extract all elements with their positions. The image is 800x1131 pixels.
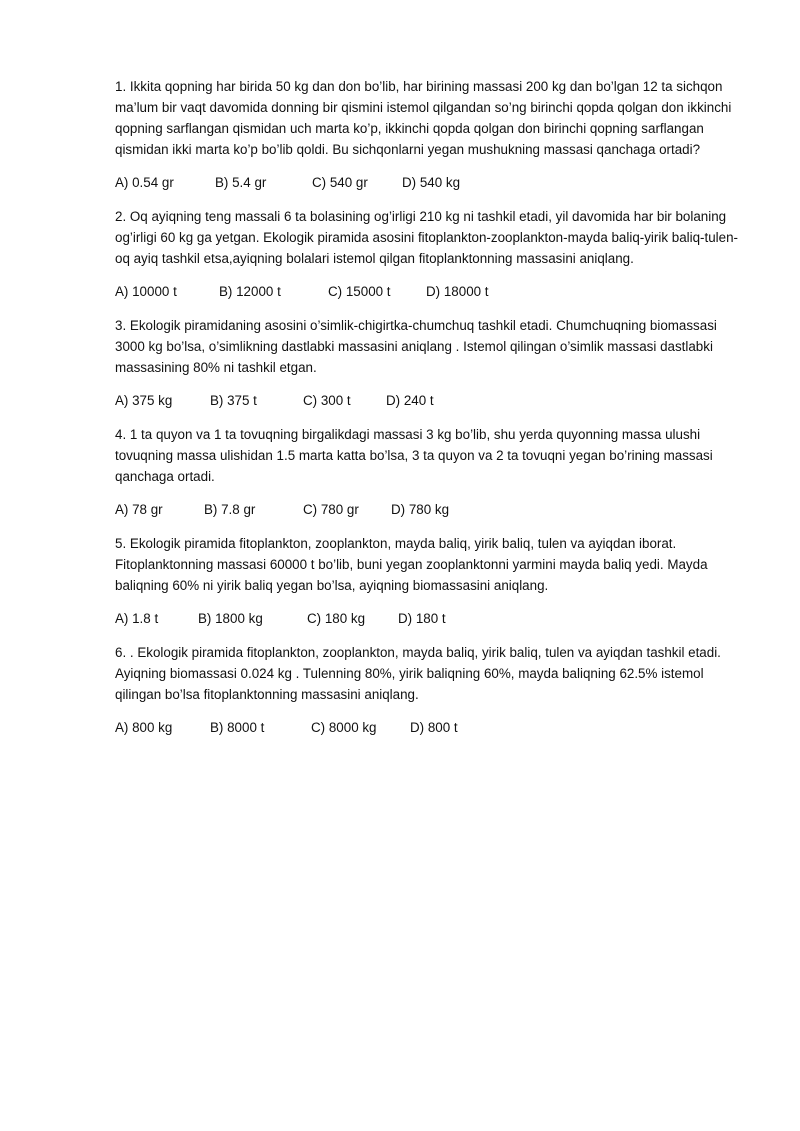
- option-a: A) 1.8 t: [115, 611, 159, 626]
- question-4: 4. 1 ta quyon va 1 ta tovuqning birgalikdagi massasi 3 kg bo’lib, shu yerda quyonning massa ulushi tovuqning massa ulishidan 1.5 marta katta bo’lsa, 3 ta quyon va 2 ta tovuqni yegan bo’rining massasi qanchaga ortadi.: [115, 427, 713, 484]
- option-d: D) 800 t: [410, 720, 458, 735]
- answer-options-6: [115, 717, 745, 738]
- question-5: 5. Ekologik piramida fitoplankton, zooplankton, mayda baliq, yirik baliq, tulen va ayiqdan iborat. Fitoplanktonning massasi 60000 t bo’lib, buni yegan zooplanktonni yarmini mayda baliq yedi. Mayda baliqning 60% ni yirik baliq yegan bo’lsa, ayiqning biomassasini aniqlang.: [115, 536, 708, 593]
- option-c: C) 8000 kg: [311, 720, 377, 735]
- option-c: C) 780 gr: [303, 502, 359, 517]
- question-3: 3. Ekologik piramidaning asosini o’simlik-chigirtka-chumchuq tashkil etadi. Chumchuqning biomassasi 3000 kg bo’lsa, o’simlikning dastlabki massasini aniqlang . Istemol qilingan o’simlik massasi dastlabki massasining 80% ni tashkil etgan.: [115, 318, 717, 375]
- option-c: C) 540 gr: [312, 175, 368, 190]
- answer-options-4: [115, 499, 745, 520]
- option-c: C) 15000 t: [328, 284, 391, 299]
- answer-options-1: [115, 172, 745, 193]
- answer-options-2: [115, 281, 745, 302]
- option-d: D) 240 t: [386, 393, 434, 408]
- option-a: A) 0.54 gr: [115, 175, 174, 190]
- option-b: B) 8000 t: [210, 720, 265, 735]
- option-b: B) 5.4 gr: [215, 175, 267, 190]
- option-b: B) 1800 kg: [198, 611, 263, 626]
- option-d: D) 780 kg: [391, 502, 450, 517]
- option-d: D) 180 t: [398, 611, 446, 626]
- option-b: B) 12000 t: [219, 284, 281, 299]
- option-a: A) 375 kg: [115, 393, 173, 408]
- option-b: B) 7.8 gr: [204, 502, 256, 517]
- answer-options-3: [115, 390, 745, 411]
- option-a: A) 78 gr: [115, 502, 163, 517]
- option-c: C) 300 t: [303, 393, 351, 408]
- document-page: [115, 76, 745, 751]
- question-2: 2. Oq ayiqning teng massali 6 ta bolasining og’irligi 210 kg ni tashkil etadi, yil davomida har bir bolaning og’irligi 60 kg ga yetgan. Ekologik piramida asosini fitoplankton-zooplankton-mayda baliq-yirik baliq-tulen-oq ayiq tashkil etsa,ayiqning bolalari istemol qilgan fitoplanktonning massasini aniqlang.: [115, 209, 738, 266]
- question-1: 1. Ikkita qopning har birida 50 kg dan don bo’lib, har birining massasi 200 kg dan bo’lgan 12 ta sichqon ma’lum bir vaqt davomida donning bir qismini istemol qilgandan so’ng birinchi qopda qolgan don ikkinchi qopning sarflangan qismidan uch marta ko’p, ikkinchi qopda qolgan don birinchi qopning sarflangan qismidan ikki marta ko’p bo’lib qoldi. Bu sichqonlarni yegan mushukning massasi qanchaga ortadi?: [115, 79, 732, 157]
- option-c: C) 180 kg: [307, 611, 366, 626]
- option-b: B) 375 t: [210, 393, 257, 408]
- option-a: A) 800 kg: [115, 720, 173, 735]
- question-6: 6. . Ekologik piramida fitoplankton, zooplankton, mayda baliq, yirik baliq, tulen va ayiqdan tashkil etadi. Ayiqning biomassasi 0.024 kg . Tulenning 80%, yirik baliqning 60%, mayda baliqning 62.5% istemol qilingan bo’lsa fitoplanktonning massasini aniqlang.: [115, 645, 721, 702]
- option-d: D) 18000 t: [426, 284, 489, 299]
- answer-options-5: [115, 608, 745, 629]
- option-d: D) 540 kg: [402, 175, 461, 190]
- option-a: A) 10000 t: [115, 284, 177, 299]
